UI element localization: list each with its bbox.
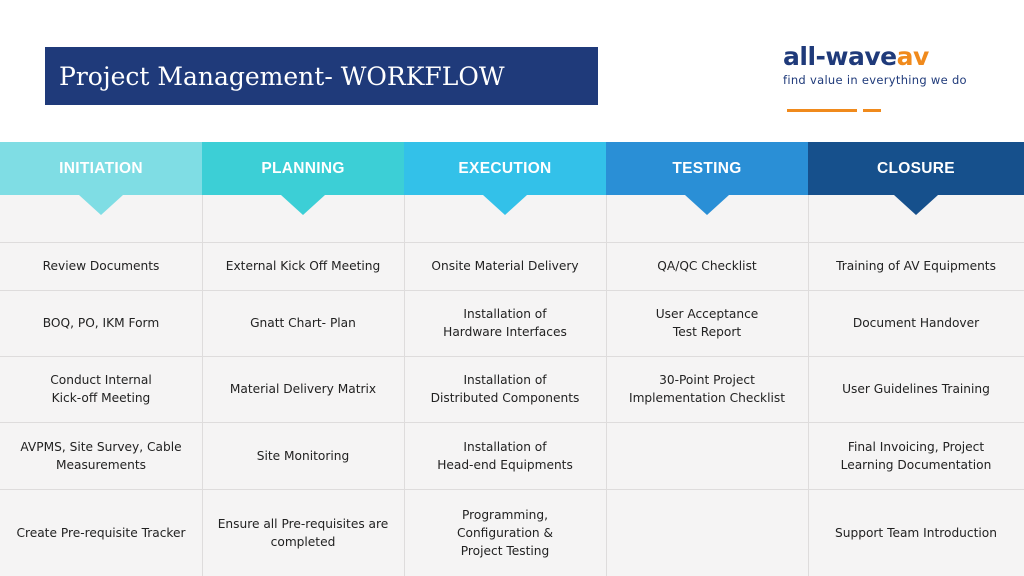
phase-header-planning: PLANNING [202, 142, 404, 195]
task-cell: Create Pre-requisite Tracker [16, 525, 186, 540]
task-cell: User Guidelines Training [842, 382, 990, 396]
phase-arrow-icon [79, 195, 123, 215]
task-cell: Document Handover [852, 316, 980, 330]
task-cell: User Acceptance Test Report [655, 307, 759, 339]
task-cell: Programming, Configuration & Project Testing [456, 507, 554, 558]
phase-arrow-icon [685, 195, 729, 215]
task-cell: Training of AV Equipments [836, 259, 996, 273]
task-cell: Installation of Distributed Components [430, 373, 580, 405]
phase-arrow-icon [894, 195, 938, 215]
phase-arrow-icon [281, 195, 325, 215]
company-logo [783, 42, 983, 117]
task-cell: External Kick Off Meeting [225, 259, 381, 273]
task-cell: 30-Point Project Implementation Checklist [628, 373, 786, 405]
logo-wordmark-part2: av [896, 42, 929, 71]
task-cell: Ensure all Pre-requisites are completed [217, 516, 389, 549]
page-title: Project Management- WORKFLOW [59, 61, 505, 91]
task-cell: Conduct Internal Kick-off Meeting [50, 373, 152, 405]
task-cell [606, 422, 808, 489]
logo-wordmark [783, 42, 983, 72]
phase-header-closure: CLOSURE [808, 142, 1024, 195]
task-cell: Onsite Material Delivery [431, 259, 579, 273]
logo-underline-short [863, 109, 881, 112]
logo-underline-long [787, 109, 857, 112]
task-cell: BOQ, PO, IKM Form [42, 316, 160, 330]
phase-arrow-icon [483, 195, 527, 215]
title-banner [45, 47, 598, 105]
task-cell: Gnatt Chart- Plan [250, 316, 356, 330]
task-cell: Support Team Introduction [835, 525, 997, 540]
workflow-table [0, 142, 1024, 576]
phase-header-initiation: INITIATION [0, 142, 202, 195]
task-cell: Installation of Head-end Equipments [437, 439, 573, 472]
task-cell: Final Invoicing, Project Learning Documentation [840, 439, 992, 472]
logo-tagline: find value in everything we do [783, 73, 967, 87]
phase-header-execution: EXECUTION [404, 142, 606, 195]
logo-wordmark-part1: all-wave [783, 42, 897, 71]
phase-header-testing: TESTING [606, 142, 808, 195]
task-cell: QA/QC Checklist [657, 259, 757, 273]
task-cell: Material Delivery Matrix [229, 382, 377, 396]
task-cell [606, 489, 808, 576]
task-cell: Review Documents [42, 259, 160, 273]
task-cell: Installation of Hardware Interfaces [443, 307, 567, 339]
task-cell: AVPMS, Site Survey, Cable Measurements [20, 439, 182, 472]
task-cell: Site Monitoring [256, 448, 350, 463]
